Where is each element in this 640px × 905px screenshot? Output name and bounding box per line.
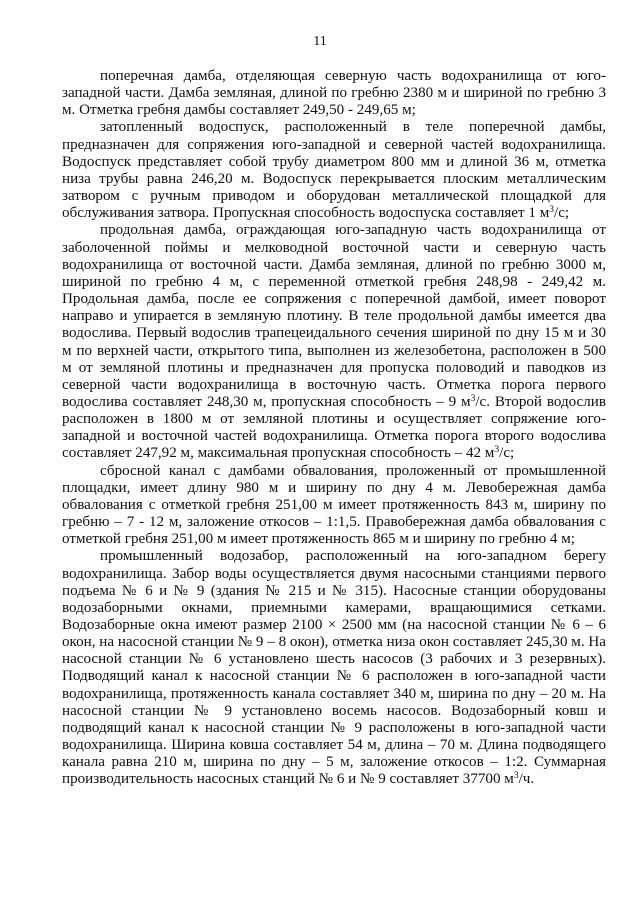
body-text	[62, 68, 606, 789]
paragraph-discharge-channel: сбросной канал с дамбами обвалования, проложенный от промышленной площадки, имеет длину 980 м и ширину по дну 4 м. Левобережная дамба обвалования с отметкой гребня 251,00 м имеет протяженность 843 м, ширину по гребню – 7 - 12 м, заложение откосов – 1:1,5. Правобережная дамба обвалования с отметкой гребня 251,00 м имеет протяженность 865 м и ширину по гребню 4 м;	[62, 462, 606, 548]
paragraph-transverse-dam: поперечная дамба, отделяющая северную часть водохранилища от юго-западной части. Дамба земляная, длиной по гребню 2380 м и шириной по гребню 3 м. Отметка гребня дамбы составляет 249,50 - 249,65 м;	[62, 68, 606, 119]
paragraph-water-intake: промышленный водозабор, расположенный на юго-западном берегу водохранилища. Забор воды осуществляется двумя насосными станциями первого подъема № 6 и № 9 (здания № 215 и № 315). Насосные станции оборудованы водозаборными окнами, приемными камерами, вращающимися сетками. Водозаборные окна имеют размер 2100 × 2500 мм (на насосной станции № 6 – 6 окон, на насосной станции № 9 – 8 окон), отметка низа окон составляет 245,30 м. На насосной станции № 6 установлено шесть насосов (3 рабочих и 3 резервных). Подводящий канал к насосной станции № 6 расположен в юго-западной части водохранилища, протяженность канала составляет 340 м, ширина по дну – 20 м. На насосной станции № 9 установлено восемь насосов. Водозаборный ковш и подводящий канал к насосной станции № 9 расположены в юго-западной части водохранилища. Ширина ковша составляет 54 м, длина – 70 м. Длина подводящего канала равна 210 м, ширина по дну – 5 м, заложение откосов – 1:2. Суммарная производительность насосных станций № 6 и № 9 составляет 37700 $м^3/ч$.	[62, 548, 606, 788]
paragraph-sluice: затопленный водоспуск, расположенный в теле поперечной дамбы, предназначен для сопряжения юго-западной и северной частей водохранилища. Водоспуск представляет собой трубу диаметром 800 мм и длиной 36 м, отметка низа трубы равна 246,20 м. Водоспуск перекрывается плоским металлическим затвором с ручным приводом и оборудован металлической площадкой для обслуживания затвора. Пропускная способность водоспуска составляет 1 $м^3/с$;	[62, 119, 606, 222]
page-number: 11	[313, 34, 327, 49]
paragraph-longitudinal-dam: продольная дамба, ограждающая юго-западную часть водохранилища от заболоченной поймы и мелководной восточной части и северную часть водохранилища от восточной части. Дамба земляная, длиной по гребню 3000 м, шириной по гребню 4 м, с переменной отметкой гребня 248,98 - 249,42 м. Продольная дамба, после ее сопряжения с поперечной дамбой, имеет поворот направо и упирается в земляную плотину. В теле продольной дамбы имеется два водослива. Первый водослив трапецеидального сечения шириной по дну 15 м и 30 м по верхней части, открытого типа, выполнен из железобетона, расположен в 500 м от земляной плотины и предназначен для пропуска половодий и паводков из северной части водохранилища в восточную часть. Отметка порога первого водослива составляет 248,30 м, пропускная способность – 9 $м^3/с$. Второй водослив расположен в 1800 м от земляной плотины и осуществляет сопряжение юго-западной и восточной частей водохранилища. Отметка порога второго водослива составляет 247,92 м, максимальная пропускная способность – 42 $м^3/с$;	[62, 222, 606, 462]
